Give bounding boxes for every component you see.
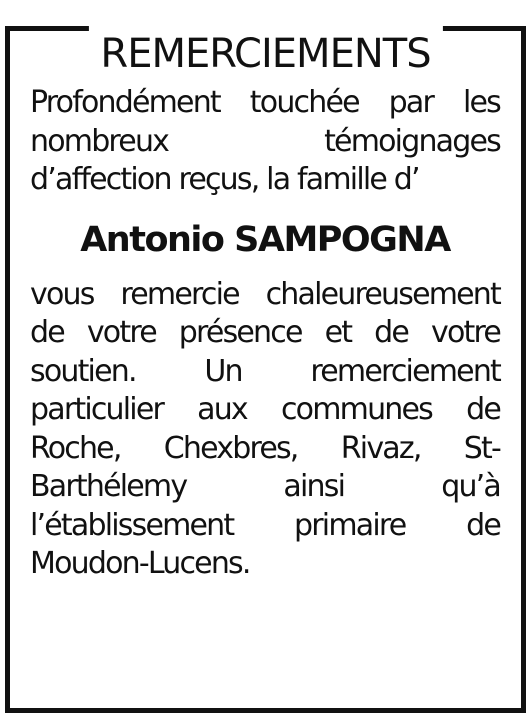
intro-text: Profondément touchée par les nombreux témoignages d’affection reçus, la famille d’ [30,85,500,197]
notice-title: REMERCIEMENTS [88,26,442,82]
thanks-message: vous remercie chaleureusement de votre présence et de votre soutien. Un remerciement particulier aux communes de Roche, Chexbres, Rivaz, St-Barthélemy ainsi qu’à l’établissement primaire de Moudon-Lucens. [30,276,500,581]
notice-body [30,84,500,584]
deceased-name: Antonio SAMPOGNA [80,219,450,260]
